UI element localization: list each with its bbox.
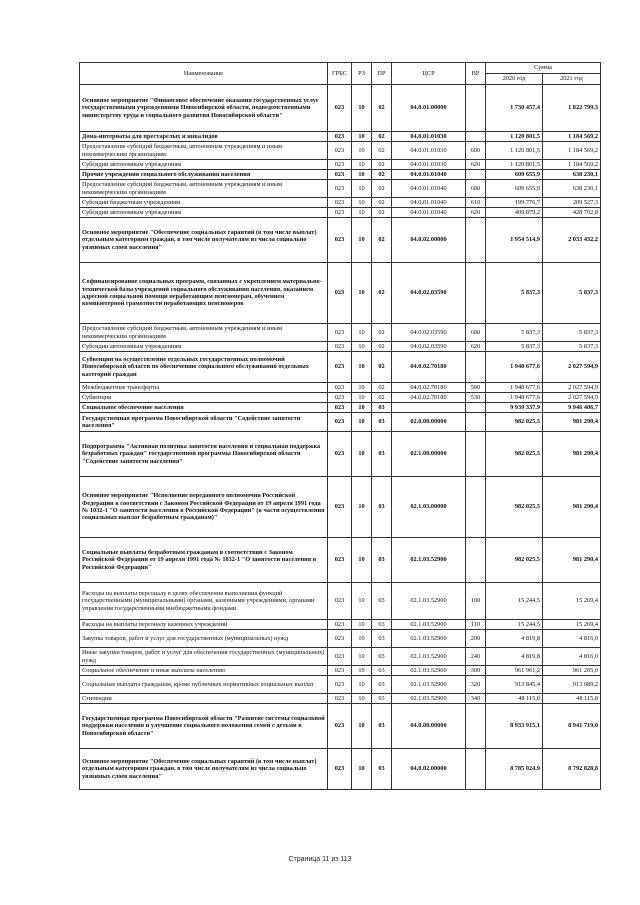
cell-grbs: 023	[328, 208, 352, 218]
page-number: Страница 11 из 113	[288, 856, 352, 863]
cell-csr: 02.1.03.52900	[392, 648, 466, 666]
cell-pr: 02	[372, 218, 392, 263]
cell-sum-2021: 8 792 828,8	[543, 749, 601, 790]
cell-name: Социальные выплаты гражданам, кроме публичных нормативных социальных выплат	[80, 676, 328, 694]
cell-csr: 04.0.01.00000	[392, 85, 466, 132]
cell-pr: 02	[372, 208, 392, 218]
cell-sum-2020: 1 948 677,6	[486, 383, 543, 393]
cell-sum-2020: 1 730 457,4	[486, 85, 543, 132]
cell-pr: 03	[372, 630, 392, 648]
cell-sum-2021: 4 816,0	[543, 630, 601, 648]
cell-csr: 04.0.01.01040	[392, 208, 466, 218]
cell-rz: 10	[352, 403, 372, 413]
cell-sum-2021: 638 230,1	[543, 170, 601, 180]
cell-sum-2020: 982 025,5	[486, 477, 543, 538]
cell-sum-2020: 4 819,8	[486, 630, 543, 648]
cell-vr	[466, 85, 486, 132]
cell-rz: 10	[352, 620, 372, 630]
cell-sum-2020: 982 025,5	[486, 413, 543, 432]
cell-csr: 02.1.03.00000	[392, 477, 466, 538]
cell-csr: 04.0.01.01040	[392, 170, 466, 180]
cell-sum-2020: 15 244,5	[486, 620, 543, 630]
cell-rz: 10	[352, 704, 372, 749]
cell-csr: 02.0.00.00000	[392, 413, 466, 432]
cell-name: Субсидии бюджетным учреждениям	[80, 198, 328, 208]
cell-csr: 02.1.00.00000	[392, 432, 466, 477]
cell-sum-2020: 8 785 024,9	[486, 749, 543, 790]
cell-vr: 620	[466, 342, 486, 352]
cell-vr	[466, 170, 486, 180]
cell-csr: 02.1.03.52900	[392, 676, 466, 694]
header-vr: ВР	[466, 63, 486, 85]
table-row	[80, 180, 601, 198]
cell-grbs: 023	[328, 170, 352, 180]
cell-grbs: 023	[328, 132, 352, 142]
cell-grbs: 023	[328, 218, 352, 263]
cell-sum-2021: 5 837,3	[543, 342, 601, 352]
header-name: Наименование	[80, 63, 328, 85]
cell-pr: 02	[372, 393, 392, 403]
header-sum: Сумма	[486, 63, 601, 74]
table-row	[80, 648, 601, 666]
header-rz: РЗ	[352, 63, 372, 85]
cell-grbs: 023	[328, 413, 352, 432]
cell-rz: 10	[352, 749, 372, 790]
cell-pr: 02	[372, 85, 392, 132]
cell-name: Предоставление субсидий бюджетным, автономным учреждениям и иным некоммерческим организациям	[80, 142, 328, 160]
cell-grbs: 023	[328, 160, 352, 170]
cell-pr: 02	[372, 160, 392, 170]
cell-sum-2021: 5 837,3	[543, 263, 601, 324]
cell-vr: 600	[466, 142, 486, 160]
table-row	[80, 160, 601, 170]
cell-csr: 04.0.02.70180	[392, 393, 466, 403]
cell-vr: 100	[466, 583, 486, 620]
cell-pr: 02	[372, 263, 392, 324]
cell-rz: 10	[352, 352, 372, 383]
cell-vr: 110	[466, 620, 486, 630]
cell-rz: 10	[352, 630, 372, 648]
table-row	[80, 403, 601, 413]
header-year-2020: 2020 год	[486, 74, 543, 85]
cell-csr: 02.1.03.52900	[392, 694, 466, 704]
cell-name: Субсидии автономным учреждениям	[80, 208, 328, 218]
cell-vr: 340	[466, 694, 486, 704]
cell-grbs: 023	[328, 648, 352, 666]
cell-pr: 02	[372, 198, 392, 208]
budget-table	[79, 62, 601, 790]
table-row	[80, 198, 601, 208]
cell-vr	[466, 403, 486, 413]
table-row	[80, 413, 601, 432]
budget-sheet	[79, 62, 600, 790]
cell-grbs: 023	[328, 342, 352, 352]
header-row-top	[80, 63, 601, 74]
cell-grbs: 023	[328, 352, 352, 383]
cell-vr: 200	[466, 630, 486, 648]
table-row	[80, 383, 601, 393]
cell-pr: 02	[372, 383, 392, 393]
cell-pr: 03	[372, 749, 392, 790]
cell-vr: 240	[466, 648, 486, 666]
cell-rz: 10	[352, 208, 372, 218]
cell-name: Иные закупки товаров, работ и услуг для обеспечения государственных (муниципальных) нужд	[80, 648, 328, 666]
cell-csr: 04.0.02.00000	[392, 218, 466, 263]
cell-vr	[466, 263, 486, 324]
cell-sum-2021: 981 290,4	[543, 413, 601, 432]
cell-grbs: 023	[328, 666, 352, 676]
cell-name: Социальное обеспечение и иные выплаты населению	[80, 666, 328, 676]
cell-rz: 10	[352, 85, 372, 132]
cell-sum-2021: 1 184 569,2	[543, 160, 601, 170]
cell-sum-2020: 1 948 677,6	[486, 393, 543, 403]
cell-rz: 10	[352, 180, 372, 198]
cell-sum-2021: 981 290,4	[543, 432, 601, 477]
table-row	[80, 263, 601, 324]
cell-csr: 04.0.01.01030	[392, 160, 466, 170]
cell-name: Подпрограмма "Активная политика занятости населения и социальная поддержка безработных граждан" государственной программы Новосибирской области "Содействие занятости населения"	[80, 432, 328, 477]
table-row	[80, 749, 601, 790]
cell-grbs: 023	[328, 538, 352, 583]
cell-sum-2020: 8 933 915,1	[486, 704, 543, 749]
cell-vr: 610	[466, 198, 486, 208]
cell-name: Основное мероприятие "Обеспечение социальных гарантий (в том числе выплат) отдельным категориям граждан, в том числе получателям из числа социально уязвимых слоев населения"	[80, 218, 328, 263]
cell-vr	[466, 218, 486, 263]
table-row	[80, 218, 601, 263]
cell-vr: 600	[466, 324, 486, 342]
cell-rz: 10	[352, 393, 372, 403]
header-grbs: ГРБС	[328, 63, 352, 85]
cell-name: Межбюджетные трансферты	[80, 383, 328, 393]
cell-sum-2020: 4 819,8	[486, 648, 543, 666]
cell-name: Субвенции	[80, 393, 328, 403]
cell-csr: 02.1.03.52900	[392, 666, 466, 676]
cell-sum-2021: 1 184 569,2	[543, 142, 601, 160]
cell-grbs: 023	[328, 180, 352, 198]
cell-csr: 04.0.00.00000	[392, 704, 466, 749]
cell-csr: 04.0.02.03590	[392, 324, 466, 342]
cell-name: Субсидии автономным учреждениям	[80, 160, 328, 170]
cell-pr: 02	[372, 180, 392, 198]
cell-pr: 02	[372, 132, 392, 142]
cell-rz: 10	[352, 160, 372, 170]
cell-grbs: 023	[328, 620, 352, 630]
cell-sum-2020: 1 120 801,5	[486, 160, 543, 170]
cell-rz: 10	[352, 583, 372, 620]
cell-rz: 10	[352, 477, 372, 538]
cell-name: Субсидии автономным учреждениям	[80, 342, 328, 352]
cell-sum-2021: 4 816,0	[543, 648, 601, 666]
cell-rz: 10	[352, 648, 372, 666]
cell-pr: 03	[372, 666, 392, 676]
table-row	[80, 538, 601, 583]
cell-sum-2021: 2 027 594,9	[543, 352, 601, 383]
cell-sum-2021: 5 837,3	[543, 324, 601, 342]
table-row	[80, 704, 601, 749]
cell-name: Закупка товаров, работ и услуг для государственных (муниципальных) нужд	[80, 630, 328, 648]
cell-rz: 10	[352, 324, 372, 342]
cell-grbs: 023	[328, 749, 352, 790]
cell-name: Социальное обеспечение населения	[80, 403, 328, 413]
table-row	[80, 352, 601, 383]
cell-vr	[466, 749, 486, 790]
cell-pr: 03	[372, 538, 392, 583]
header-year-2021: 2021 год	[543, 74, 601, 85]
table-row	[80, 477, 601, 538]
cell-sum-2021: 1 184 569,2	[543, 132, 601, 142]
header-pr: ПР	[372, 63, 392, 85]
cell-rz: 10	[352, 676, 372, 694]
table-row	[80, 393, 601, 403]
cell-pr: 02	[372, 352, 392, 383]
cell-rz: 10	[352, 132, 372, 142]
cell-name: Предоставление субсидий бюджетным, автономным учреждениям и иным некоммерческим организациям	[80, 324, 328, 342]
cell-sum-2021: 913 089,2	[543, 676, 601, 694]
cell-pr: 02	[372, 142, 392, 160]
cell-name: Государственная программа Новосибирской области "Содействие занятости населения"	[80, 413, 328, 432]
cell-sum-2021: 2 033 432,2	[543, 218, 601, 263]
cell-vr: 620	[466, 208, 486, 218]
cell-pr: 03	[372, 620, 392, 630]
cell-csr: 04.0.01.01040	[392, 180, 466, 198]
cell-pr: 03	[372, 648, 392, 666]
cell-vr	[466, 432, 486, 477]
cell-rz: 10	[352, 413, 372, 432]
cell-pr: 02	[372, 342, 392, 352]
cell-sum-2020: 1 120 801,5	[486, 142, 543, 160]
cell-grbs: 023	[328, 324, 352, 342]
cell-pr: 03	[372, 413, 392, 432]
cell-csr: 04.0.02.70180	[392, 383, 466, 393]
cell-sum-2020: 15 244,5	[486, 583, 543, 620]
cell-grbs: 023	[328, 432, 352, 477]
cell-csr: 04.0.02.70180	[392, 352, 466, 383]
cell-sum-2021: 48 115,8	[543, 694, 601, 704]
cell-rz: 10	[352, 538, 372, 583]
cell-rz: 10	[352, 218, 372, 263]
cell-sum-2021: 15 269,4	[543, 583, 601, 620]
table-row	[80, 666, 601, 676]
cell-csr: 02.1.03.52900	[392, 620, 466, 630]
cell-vr: 620	[466, 160, 486, 170]
cell-name: Основное мероприятие "Финансовое обеспечение оказания государственных услуг государственными учреждениями Новосибирской области, подведомственными министерству труда и социального развития Новосибирской области"	[80, 85, 328, 132]
cell-csr: 02.1.03.52900	[392, 583, 466, 620]
table-row	[80, 432, 601, 477]
table-row	[80, 630, 601, 648]
table-row	[80, 170, 601, 180]
cell-grbs: 023	[328, 583, 352, 620]
cell-vr	[466, 704, 486, 749]
cell-csr: 04.0.02.03590	[392, 263, 466, 324]
cell-rz: 10	[352, 342, 372, 352]
cell-csr: 02.1.03.52900	[392, 630, 466, 648]
cell-name: Субвенции на осуществление отдельных государственных полномочий Новосибирской области по обеспечению социального обслуживания отдельных категорий граждан	[80, 352, 328, 383]
cell-sum-2021: 209 527,3	[543, 198, 601, 208]
cell-name: Расходы на выплаты персоналу в целях обеспечения выполнения функций государственными (муниципальными) органами, казенными учреждениями, органами управления государственными внебюджетными фондами	[80, 583, 328, 620]
cell-grbs: 023	[328, 704, 352, 749]
cell-rz: 10	[352, 142, 372, 160]
cell-sum-2020: 1 948 677,6	[486, 352, 543, 383]
table-row	[80, 85, 601, 132]
cell-pr: 03	[372, 676, 392, 694]
cell-rz: 10	[352, 263, 372, 324]
cell-sum-2021: 1 822 799,3	[543, 85, 601, 132]
cell-sum-2021: 981 290,4	[543, 477, 601, 538]
cell-name: Прочие учреждения социального обслуживания населения	[80, 170, 328, 180]
table-body	[80, 85, 601, 790]
cell-pr: 03	[372, 403, 392, 413]
cell-name: Софинансирование социальных программ, связанных с укреплением материально-технической базы учреждений социального обслуживания населения, оказанием адресной социальной помощи неработающим пенсионерам, обучением компьютерной грамотности неработающих пенсионеров	[80, 263, 328, 324]
cell-vr: 300	[466, 666, 486, 676]
cell-grbs: 023	[328, 198, 352, 208]
cell-csr	[392, 403, 466, 413]
cell-grbs: 023	[328, 142, 352, 160]
cell-vr: 500	[466, 383, 486, 393]
table-row	[80, 142, 601, 160]
cell-pr: 02	[372, 170, 392, 180]
cell-vr	[466, 132, 486, 142]
cell-pr: 03	[372, 704, 392, 749]
cell-grbs: 023	[328, 383, 352, 393]
cell-sum-2021: 961 205,0	[543, 666, 601, 676]
cell-sum-2020: 609 655,9	[486, 180, 543, 198]
header-csr: ЦСР	[392, 63, 466, 85]
cell-name: Государственная программа Новосибирской области "Развитие системы социальной поддержки населения и улучшение социального положения семей с детьми в Новосибирской области"	[80, 704, 328, 749]
table-row	[80, 132, 601, 142]
cell-sum-2020: 1 954 514,9	[486, 218, 543, 263]
table-row	[80, 620, 601, 630]
table-row	[80, 342, 601, 352]
cell-csr: 04.0.02.00000	[392, 749, 466, 790]
cell-sum-2021: 8 941 719,0	[543, 704, 601, 749]
cell-csr: 04.0.02.03590	[392, 342, 466, 352]
cell-grbs: 023	[328, 630, 352, 648]
cell-sum-2020: 982 025,5	[486, 538, 543, 583]
cell-pr: 03	[372, 583, 392, 620]
cell-sum-2021: 428 702,8	[543, 208, 601, 218]
cell-sum-2020: 409 879,2	[486, 208, 543, 218]
table-row	[80, 583, 601, 620]
cell-sum-2020: 1 120 801,5	[486, 132, 543, 142]
cell-vr: 600	[466, 180, 486, 198]
cell-sum-2021: 2 027 594,9	[543, 383, 601, 393]
cell-grbs: 023	[328, 393, 352, 403]
cell-vr: 320	[466, 676, 486, 694]
cell-name: Социальные выплаты безработным гражданам в соответствии с Законом Российской Федерации от 19 апреля 1991 года № 1032-1 "О занятости населения в Российской Федерации"	[80, 538, 328, 583]
cell-rz: 10	[352, 170, 372, 180]
cell-sum-2021: 2 027 594,9	[543, 393, 601, 403]
cell-grbs: 023	[328, 477, 352, 538]
cell-sum-2020: 961 961,2	[486, 666, 543, 676]
cell-csr: 02.1.03.52900	[392, 538, 466, 583]
table-row	[80, 676, 601, 694]
cell-sum-2020: 5 837,3	[486, 324, 543, 342]
cell-rz: 10	[352, 666, 372, 676]
cell-sum-2021: 15 269,4	[543, 620, 601, 630]
cell-pr: 02	[372, 324, 392, 342]
cell-vr: 530	[466, 393, 486, 403]
cell-csr: 04.0.01.01030	[392, 132, 466, 142]
cell-csr: 04.0.01.01030	[392, 142, 466, 160]
table-row	[80, 208, 601, 218]
cell-csr: 04.0.01.01040	[392, 198, 466, 208]
cell-grbs: 023	[328, 676, 352, 694]
cell-name: Основное мероприятие "Обеспечение социальных гарантий (в том числе выплат) отдельным категориям граждан, в том числе получателям из числа социально уязвимых слоев населения"	[80, 749, 328, 790]
cell-sum-2020: 5 837,3	[486, 263, 543, 324]
cell-rz: 10	[352, 198, 372, 208]
cell-sum-2020: 48 115,8	[486, 694, 543, 704]
cell-sum-2021: 981 290,4	[543, 538, 601, 583]
cell-sum-2021: 638 230,1	[543, 180, 601, 198]
cell-sum-2020: 982 025,5	[486, 432, 543, 477]
cell-sum-2020: 5 837,3	[486, 342, 543, 352]
table-row	[80, 694, 601, 704]
cell-grbs: 023	[328, 403, 352, 413]
cell-vr	[466, 413, 486, 432]
cell-sum-2020: 609 655,9	[486, 170, 543, 180]
cell-grbs: 023	[328, 263, 352, 324]
cell-pr: 03	[372, 432, 392, 477]
cell-name: Предоставление субсидий бюджетным, автономным учреждениям и иным некоммерческим организациям	[80, 180, 328, 198]
cell-sum-2020: 199 776,7	[486, 198, 543, 208]
cell-pr: 03	[372, 477, 392, 538]
cell-name: Стипендии	[80, 694, 328, 704]
cell-sum-2020: 913 845,4	[486, 676, 543, 694]
cell-vr	[466, 538, 486, 583]
cell-name: Дома-интернаты для престарелых и инвалидов	[80, 132, 328, 142]
cell-rz: 10	[352, 694, 372, 704]
cell-sum-2021: 9 946 406,7	[543, 403, 601, 413]
cell-grbs: 023	[328, 85, 352, 132]
cell-vr	[466, 477, 486, 538]
table-row	[80, 324, 601, 342]
cell-vr	[466, 352, 486, 383]
cell-name: Расходы на выплаты персоналу казенных учреждений	[80, 620, 328, 630]
cell-sum-2020: 9 939 337,9	[486, 403, 543, 413]
cell-grbs: 023	[328, 694, 352, 704]
cell-name: Основное мероприятие "Исполнение переданного полномочия Российской Федерации в соответствии с Законом Российской Федерации от 19 апреля 1991 года № 1032-1 "О занятости населения в Российской Федерации" (в части осуществления социальных выплат безработным гражданам)"	[80, 477, 328, 538]
cell-pr: 03	[372, 694, 392, 704]
cell-rz: 10	[352, 432, 372, 477]
cell-rz: 10	[352, 383, 372, 393]
